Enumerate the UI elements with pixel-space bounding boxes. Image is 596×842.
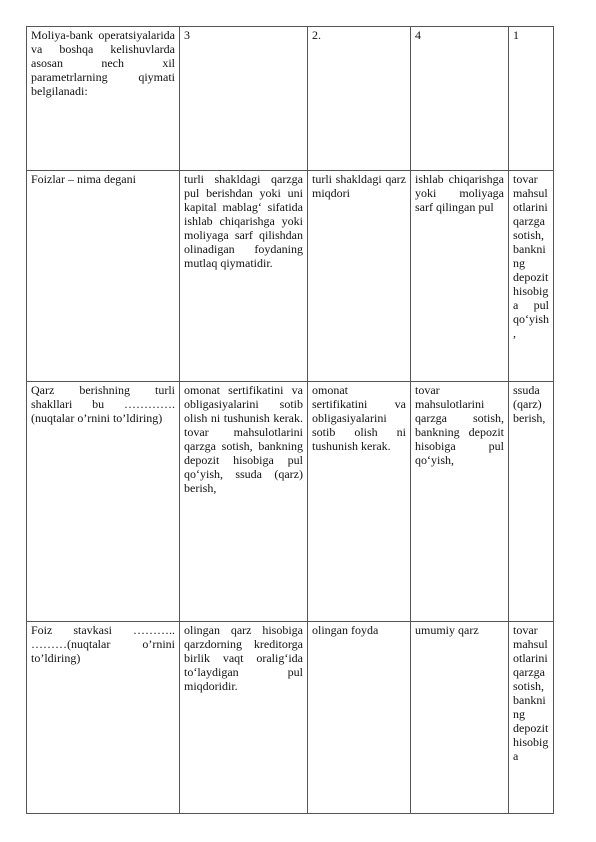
- option-d-cell: ssuda (qarz) berish,: [509, 382, 554, 622]
- question-cell: Moliya-bank operatsiyalarida va boshqa kelishuvlarda asosan nech xil parametrlarning qiymati belgilanadi:: [27, 27, 180, 171]
- question-cell: Foizlar – nima degani: [27, 171, 180, 382]
- question-cell: Qarz berishning turli shakllari bu …………. (nuqtalar o’rnini to’ldiring): [27, 382, 180, 622]
- option-c-cell: tovar mahsulotlarini qarzga sotish, bankning depozit hisobiga pul qo‘yish,: [411, 382, 509, 622]
- option-b-cell: omonat sertifikatini va obligasiyalarini sotib olish ni tushunish kerak.: [308, 382, 411, 622]
- option-a-cell: turli shakldagi qarzga pul berishdan yoki uni kapital mablag‘ sifatida ishlab chiqarishga yoki moliyaga sarf qilishdan olinadigan foydaning mutlaq qiymatidir.: [180, 171, 308, 382]
- table-row: [27, 27, 554, 171]
- option-b-cell: olingan foyda: [308, 622, 411, 814]
- option-d-cell: 1: [509, 27, 554, 171]
- option-c-cell: 4: [411, 27, 509, 171]
- option-a-cell: 3: [180, 27, 308, 171]
- option-c-cell: ishlab chiqarishga yoki moliyaga sarf qilingan pul: [411, 171, 509, 382]
- option-a-cell: omonat sertifikatini va obligasiyalarini sotib olish ni tushunish kerak. tovar mahsulotlarini qarzga sotish, bankning depozit hisobiga pul qo‘yish, ssuda (qarz) berish,: [180, 382, 308, 622]
- question-cell: Foiz stavkasi ……….. ………(nuqtalar o’rnini to’ldiring): [27, 622, 180, 814]
- option-d-cell: tovar mahsulotlarini qarzga sotish, bankning depozit hisobiga pul qo‘yish,: [509, 171, 554, 382]
- table-row: [27, 171, 554, 382]
- table-row: [27, 382, 554, 622]
- test-questions-table: [26, 26, 554, 814]
- option-c-cell: umumiy qarz: [411, 622, 509, 814]
- option-d-cell: tovar mahsulotlarini qarzga sotish, bankning depozit hisobiga: [509, 622, 554, 814]
- option-a-cell: olingan qarz hisobiga qarzdorning kreditorga birlik vaqt oralig‘ida to‘laydigan pul miqdoridir.: [180, 622, 308, 814]
- option-b-cell: turli shakldagi qarz miqdori: [308, 171, 411, 382]
- table-row: [27, 622, 554, 814]
- option-b-cell: 2.: [308, 27, 411, 171]
